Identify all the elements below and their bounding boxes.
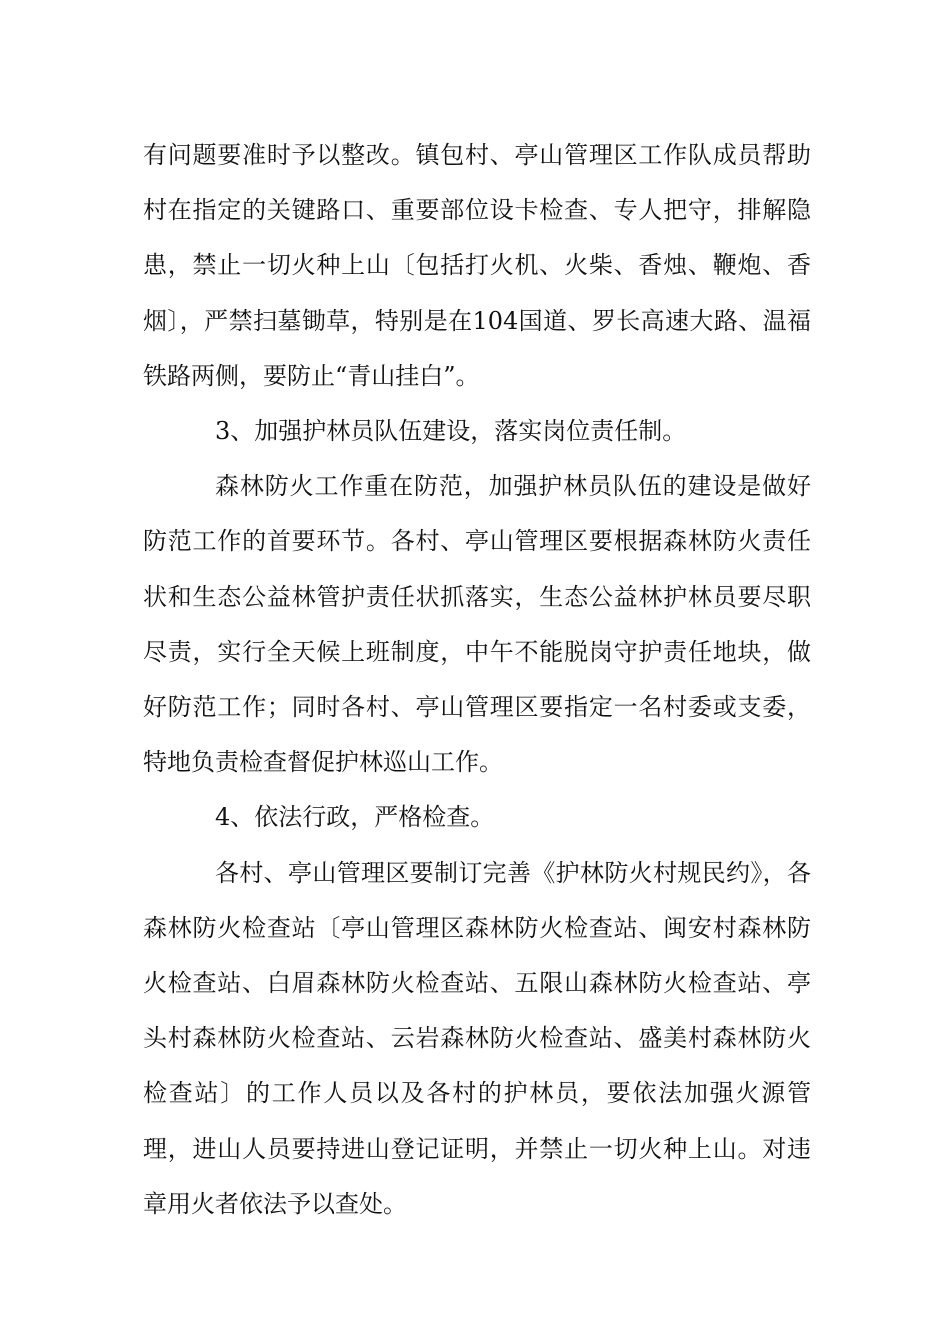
document-body — [143, 128, 811, 1232]
paragraph-rectification: 有问题要准时予以整改。镇包村、亭山管理区工作队成员帮助村在指定的关键路口、重要部位设卡检查、专人把守，排解隐患，禁止一切火种上山〔包括打火机、火柴、香烛、鞭炮、香烟〕，严禁扫墓锄草，特别是在104国道、罗长高速大路、温福铁路两侧，要防止“青山挂白”。 — [143, 141, 811, 390]
section-heading-3: 3、加强护林员队伍建设，落实岗位责任制。 — [215, 417, 687, 446]
section-heading-4: 4、依法行政，严格检查。 — [215, 803, 495, 832]
paragraph-ranger-team: 森林防火工作重在防范，加强护林员队伍的建设是做好防范工作的首要环节。各村、亭山管理区要根据森林防火责任状和生态公益林管护责任状抓落实，生态公益林护林员要尽职尽责，实行全天候上班制度，中午不能脱岗守护责任地块，做好防范工作；同时各村、亭山管理区要指定一名村委或支委，特地负责检查督促护林巡山工作。 — [143, 472, 811, 777]
paragraph-checkpoints: 各村、亭山管理区要制订完善《护林防火村规民约》，各森林防火检查站〔亭山管理区森林防火检查站、闽安村森林防火检查站、白眉森林防火检查站、五限山森林防火检查站、亭头村森林防火检查站、云岩森林防火检查站、盛美村森林防火检查站〕的工作人员以及各村的护林员，要依法加强火源管理，进山人员要持进山登记证明，并禁止一切火种上山。对违章用火者依法予以查处。 — [143, 858, 811, 1218]
